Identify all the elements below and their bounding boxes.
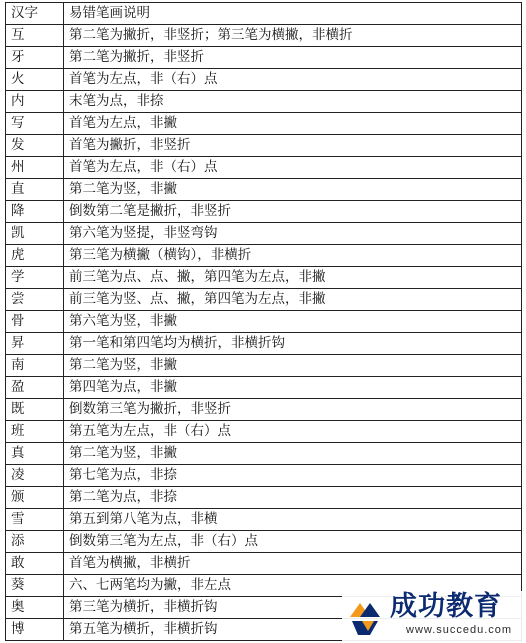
char-cell: 昇: [6, 333, 64, 355]
table-row: [6, 465, 522, 487]
brand-url: www.succedu.com: [406, 624, 513, 636]
table-row: [6, 157, 522, 179]
table-row: [6, 377, 522, 399]
table-row: [6, 47, 522, 69]
stroke-order-table: [5, 2, 522, 641]
note-cell: 第二笔为撇折，非竖折；第三笔为横撇，非横折: [64, 25, 522, 47]
note-cell: 第四笔为点，非撇: [64, 377, 522, 399]
table-row: [6, 509, 522, 531]
table-row: [6, 201, 522, 223]
note-cell: 首笔为左点，非（右）点: [64, 157, 522, 179]
char-cell: 发: [6, 135, 64, 157]
table-row: [6, 553, 522, 575]
note-cell: 前三笔为点、点、撇，第四笔为左点，非撇: [64, 267, 522, 289]
table-row: [6, 91, 522, 113]
note-cell: 第六笔为竖，非撇: [64, 311, 522, 333]
char-cell: 博: [6, 619, 64, 641]
note-cell: 末笔为点，非捺: [64, 91, 522, 113]
note-cell: 第二笔为撇折，非竖折: [64, 47, 522, 69]
char-cell: 虎: [6, 245, 64, 267]
note-cell: 首笔为横撇，非横折: [64, 553, 522, 575]
note-cell: 第三笔为横撇（横钩），非横折: [64, 245, 522, 267]
note-cell: 倒数第三笔为撇折，非竖折: [64, 399, 522, 421]
char-cell: 直: [6, 179, 64, 201]
table-row: [6, 355, 522, 377]
note-cell: 第二笔为竖，非撇: [64, 443, 522, 465]
note-cell: 倒数第三笔为左点，非（右）点: [64, 531, 522, 553]
char-cell: 写: [6, 113, 64, 135]
char-cell: 班: [6, 421, 64, 443]
note-cell: 首笔为左点，非（右）点: [64, 69, 522, 91]
table-row: [6, 113, 522, 135]
char-cell: 火: [6, 69, 64, 91]
note-cell: 第二笔为竖，非撇: [64, 355, 522, 377]
char-cell: 盈: [6, 377, 64, 399]
table-header-row: [6, 3, 522, 25]
note-cell: 第二笔为竖，非撇: [64, 179, 522, 201]
brand-name: 成功教育: [390, 591, 502, 622]
note-cell: 第六笔为竖提，非竖弯钩: [64, 223, 522, 245]
header-char-cell: 汉字: [6, 3, 64, 25]
table-row: [6, 487, 522, 509]
char-cell: 降: [6, 201, 64, 223]
char-cell: 凯: [6, 223, 64, 245]
char-cell: 互: [6, 25, 64, 47]
char-cell: 凌: [6, 465, 64, 487]
table-row: [6, 443, 522, 465]
char-cell: 真: [6, 443, 64, 465]
char-cell: 内: [6, 91, 64, 113]
char-cell: 州: [6, 157, 64, 179]
char-cell: 学: [6, 267, 64, 289]
note-cell: 第一笔和第四笔均为横折，非横折钩: [64, 333, 522, 355]
char-cell: 雪: [6, 509, 64, 531]
header-note-cell: 易错笔画说明: [64, 3, 522, 25]
table-row: [6, 223, 522, 245]
char-cell: 添: [6, 531, 64, 553]
table-row: [6, 179, 522, 201]
char-cell: 葵: [6, 575, 64, 597]
table-body: [6, 3, 522, 641]
note-cell: 第五笔为横折，非横折钩: [64, 619, 522, 641]
table-row: [6, 245, 522, 267]
note-cell: 六、七两笔均为撇，非左点: [64, 575, 522, 597]
table-row: [6, 135, 522, 157]
table-row: [6, 531, 522, 553]
brand-logo-icon: [344, 593, 386, 639]
note-cell: 第三笔为横折，非横折钩: [64, 597, 522, 619]
note-cell: 第二笔为点，非捺: [64, 487, 522, 509]
table-row: [6, 421, 522, 443]
table-row: [6, 25, 522, 47]
note-cell: 前三笔为竖、点、撇，第四笔为左点，非撇: [64, 289, 522, 311]
table-row: [6, 289, 522, 311]
char-cell: 既: [6, 399, 64, 421]
table-row: [6, 399, 522, 421]
char-cell: 敢: [6, 553, 64, 575]
note-cell: 首笔为左点，非撇: [64, 113, 522, 135]
note-cell: 第五笔为左点，非（右）点: [64, 421, 522, 443]
char-cell: 奥: [6, 597, 64, 619]
table-row: [6, 69, 522, 91]
site-watermark: [342, 591, 522, 641]
note-cell: 首笔为撇折，非竖折: [64, 135, 522, 157]
note-cell: 倒数第二笔是撇折，非竖折: [64, 201, 522, 223]
table-row: [6, 333, 522, 355]
char-cell: 南: [6, 355, 64, 377]
char-cell: 颁: [6, 487, 64, 509]
note-cell: 第七笔为点，非捺: [64, 465, 522, 487]
char-cell: 牙: [6, 47, 64, 69]
note-cell: 第五到第八笔为点，非横: [64, 509, 522, 531]
table-row: [6, 267, 522, 289]
char-cell: 骨: [6, 311, 64, 333]
table-row: [6, 311, 522, 333]
char-cell: 尝: [6, 289, 64, 311]
